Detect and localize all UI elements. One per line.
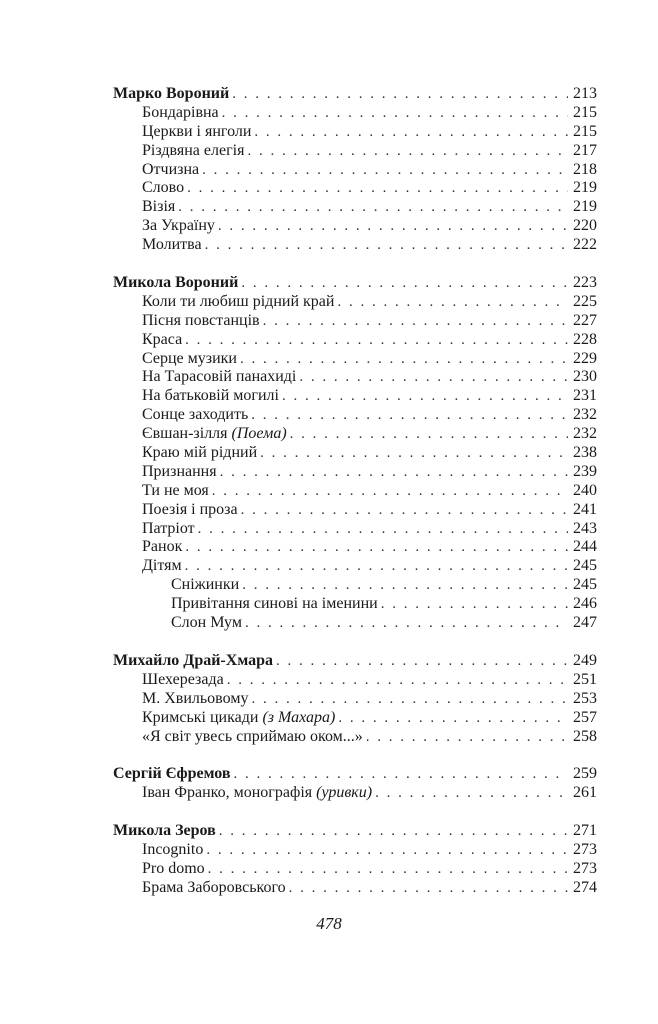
- entry-title: За Україну: [142, 217, 215, 235]
- toc-entry[interactable]: [113, 614, 597, 633]
- toc-author-row[interactable]: [113, 85, 597, 104]
- entry-title: Краю мій рідний: [142, 444, 258, 462]
- page-ref: 247: [573, 614, 597, 632]
- page-ref: 239: [573, 462, 597, 480]
- page-ref: 219: [573, 179, 597, 197]
- page-ref: 232: [573, 425, 597, 443]
- dot-leader: [276, 652, 568, 671]
- toc-entry[interactable]: [113, 444, 597, 463]
- page-ref: 232: [573, 406, 597, 424]
- dot-leader: [208, 860, 568, 879]
- page-ref: 222: [573, 236, 597, 254]
- dot-leader: [375, 784, 568, 803]
- dot-leader: [289, 879, 568, 898]
- toc-entry[interactable]: [113, 350, 597, 369]
- toc-entry[interactable]: [113, 406, 597, 425]
- author-name: Сергій Єфремов: [113, 765, 231, 783]
- dot-leader: [251, 406, 568, 425]
- dot-leader: [338, 709, 568, 728]
- entry-title: Шехерезада: [142, 670, 224, 688]
- page-ref: 253: [573, 689, 597, 707]
- dot-leader: [337, 293, 568, 312]
- page-ref: 245: [573, 557, 597, 575]
- entry-title: Євшан-зілля (Поема): [142, 425, 287, 443]
- toc-entry[interactable]: [113, 368, 597, 387]
- entry-title: Сніжинки: [171, 576, 240, 594]
- entry-title: Сонце заходить: [142, 406, 249, 424]
- toc-entry[interactable]: [113, 520, 597, 539]
- toc-entry[interactable]: [113, 312, 597, 331]
- toc-entry[interactable]: [113, 557, 597, 576]
- entry-title: Серце музики: [142, 349, 237, 367]
- entry-title: Бондарівна: [142, 103, 219, 121]
- toc-author-row[interactable]: [113, 652, 597, 671]
- toc-entry[interactable]: [113, 217, 597, 236]
- toc-entry[interactable]: [113, 482, 597, 501]
- page-ref: 273: [573, 841, 597, 859]
- toc-entry[interactable]: [113, 425, 597, 444]
- toc-entry[interactable]: [113, 104, 597, 123]
- entry-title: Отчизна: [142, 160, 200, 178]
- page-ref: 245: [573, 576, 597, 594]
- page-ref: 229: [573, 349, 597, 367]
- dot-leader: [185, 538, 568, 557]
- dot-leader: [299, 368, 568, 387]
- page-ref: 215: [573, 103, 597, 121]
- entry-title: Слон Мум: [171, 614, 242, 632]
- entry-title: Брама Заборовського: [142, 878, 286, 896]
- dot-leader: [220, 463, 568, 482]
- toc-entry[interactable]: [113, 538, 597, 557]
- entry-title: Слово: [142, 179, 185, 197]
- dot-leader: [366, 728, 568, 747]
- toc-entry[interactable]: [113, 501, 597, 520]
- dot-leader: [178, 198, 568, 217]
- page-ref: 230: [573, 368, 597, 386]
- dot-leader: [234, 765, 568, 784]
- page-ref: 220: [573, 217, 597, 235]
- dot-leader: [245, 614, 568, 633]
- dot-leader: [241, 274, 568, 293]
- entry-title: Іван Франко, монографія (уривки): [142, 784, 373, 802]
- toc-section: [113, 765, 597, 803]
- toc-author-row[interactable]: [113, 822, 597, 841]
- dot-leader: [185, 331, 568, 350]
- entry-title: Пісня повстанців: [142, 311, 260, 329]
- entry-title: На Тарасовій панахиді: [142, 368, 297, 386]
- page-ref: 274: [573, 878, 597, 896]
- toc-entry[interactable]: [113, 123, 597, 142]
- page-ref: 251: [573, 670, 597, 688]
- entry-title: Привітання синові на іменини: [171, 595, 378, 613]
- page-ref: 257: [573, 708, 597, 726]
- dot-leader: [219, 822, 568, 841]
- entry-title: Патріот: [142, 519, 195, 537]
- dot-leader: [290, 425, 568, 444]
- page-number: 478: [316, 914, 342, 933]
- author-name: Микола Зеров: [113, 822, 216, 840]
- page-ref: 271: [573, 822, 597, 840]
- toc-section: [113, 274, 597, 633]
- toc-entry[interactable]: [113, 161, 597, 180]
- entry-title: Incognito: [142, 841, 204, 859]
- entry-title: Різдвяна елегія: [142, 141, 245, 159]
- page-ref: 243: [573, 519, 597, 537]
- toc-entry[interactable]: [113, 463, 597, 482]
- page-ref: 213: [573, 85, 597, 102]
- page-ref: 249: [573, 651, 597, 669]
- dot-leader: [218, 217, 568, 236]
- toc-entry[interactable]: [113, 331, 597, 350]
- dot-leader: [205, 236, 568, 255]
- toc-entry[interactable]: [113, 595, 597, 614]
- toc-entry[interactable]: [113, 671, 597, 690]
- author-name: Микола Вороний: [113, 274, 239, 292]
- toc-entry[interactable]: [113, 879, 597, 898]
- author-name: Марко Вороний: [113, 85, 230, 102]
- page-ref: 246: [573, 595, 597, 613]
- page-ref: 259: [573, 765, 597, 783]
- dot-leader: [206, 841, 568, 860]
- page-ref: 244: [573, 538, 597, 556]
- entry-title: Дітям: [142, 557, 182, 575]
- dot-leader: [282, 387, 568, 406]
- page-ref: 240: [573, 481, 597, 499]
- dot-leader: [242, 576, 568, 595]
- toc-entry[interactable]: [113, 784, 597, 803]
- dot-leader: [227, 671, 568, 690]
- entry-title: Коли ти любиш рідний край: [142, 292, 335, 310]
- toc-entry[interactable]: [113, 576, 597, 595]
- entry-title: Поезія і проза: [142, 500, 238, 518]
- page-ref: 219: [573, 198, 597, 216]
- page-ref: 261: [573, 784, 597, 802]
- toc-entry[interactable]: [113, 179, 597, 198]
- page-ref: 217: [573, 141, 597, 159]
- dot-leader: [232, 85, 568, 104]
- dot-leader: [263, 312, 568, 331]
- toc-entry[interactable]: [113, 236, 597, 255]
- toc-author-row[interactable]: [113, 274, 597, 293]
- page-ref: 225: [573, 292, 597, 310]
- entry-title: Молитва: [142, 236, 202, 254]
- page-ref: 215: [573, 122, 597, 140]
- page-ref: 238: [573, 444, 597, 462]
- toc-author-row[interactable]: [113, 765, 597, 784]
- dot-leader: [222, 104, 568, 123]
- toc-entry[interactable]: [113, 860, 597, 879]
- toc-entry[interactable]: [113, 387, 597, 406]
- toc-entry[interactable]: [113, 728, 597, 747]
- entry-title: М. Хвильовому: [142, 689, 249, 707]
- toc-entry[interactable]: [113, 690, 597, 709]
- author-name: Михайло Драй-Хмара: [113, 651, 273, 669]
- page-ref: 241: [573, 500, 597, 518]
- page-ref: 273: [573, 859, 597, 877]
- dot-leader: [185, 557, 568, 576]
- page-ref: 258: [573, 727, 597, 745]
- dot-leader: [254, 123, 568, 142]
- toc-section: [113, 652, 597, 746]
- entry-title: Візія: [142, 198, 176, 216]
- dot-leader: [212, 482, 568, 501]
- toc-section: [113, 822, 597, 898]
- dot-leader: [381, 595, 568, 614]
- page-ref: 227: [573, 311, 597, 329]
- dot-leader: [198, 520, 568, 539]
- entry-title: «Я світ увесь сприймаю оком...»: [142, 727, 363, 745]
- entry-title: Pro domo: [142, 859, 205, 877]
- page-ref: 218: [573, 160, 597, 178]
- entry-title: Ти не моя: [142, 481, 209, 499]
- dot-leader: [202, 161, 568, 180]
- page-ref: 223: [573, 274, 597, 292]
- toc-entry[interactable]: [113, 142, 597, 161]
- entry-title: Краса: [142, 330, 183, 348]
- entry-title: Церкви і янголи: [142, 122, 252, 140]
- dot-leader: [247, 142, 568, 161]
- toc-section: [113, 85, 597, 255]
- entry-title: Ранок: [142, 538, 183, 556]
- dot-leader: [260, 444, 568, 463]
- dot-leader: [187, 179, 568, 198]
- page-ref: 228: [573, 330, 597, 348]
- toc-entry[interactable]: [113, 841, 597, 860]
- toc-entry[interactable]: [113, 293, 597, 312]
- dot-leader: [241, 501, 568, 520]
- dot-leader: [251, 690, 568, 709]
- entry-note: (уривки): [316, 784, 373, 802]
- entry-title: Признання: [142, 462, 217, 480]
- entry-title: Кримські цикади (з Махара): [142, 708, 336, 726]
- entry-title: На батьковій могилі: [142, 387, 279, 405]
- toc-entry[interactable]: [113, 198, 597, 217]
- entry-note: (з Махара): [262, 708, 336, 726]
- toc-entry[interactable]: [113, 709, 597, 728]
- page-ref: 231: [573, 387, 597, 405]
- table-of-contents: [113, 85, 597, 917]
- entry-note: (Поема): [231, 425, 287, 443]
- dot-leader: [240, 350, 568, 369]
